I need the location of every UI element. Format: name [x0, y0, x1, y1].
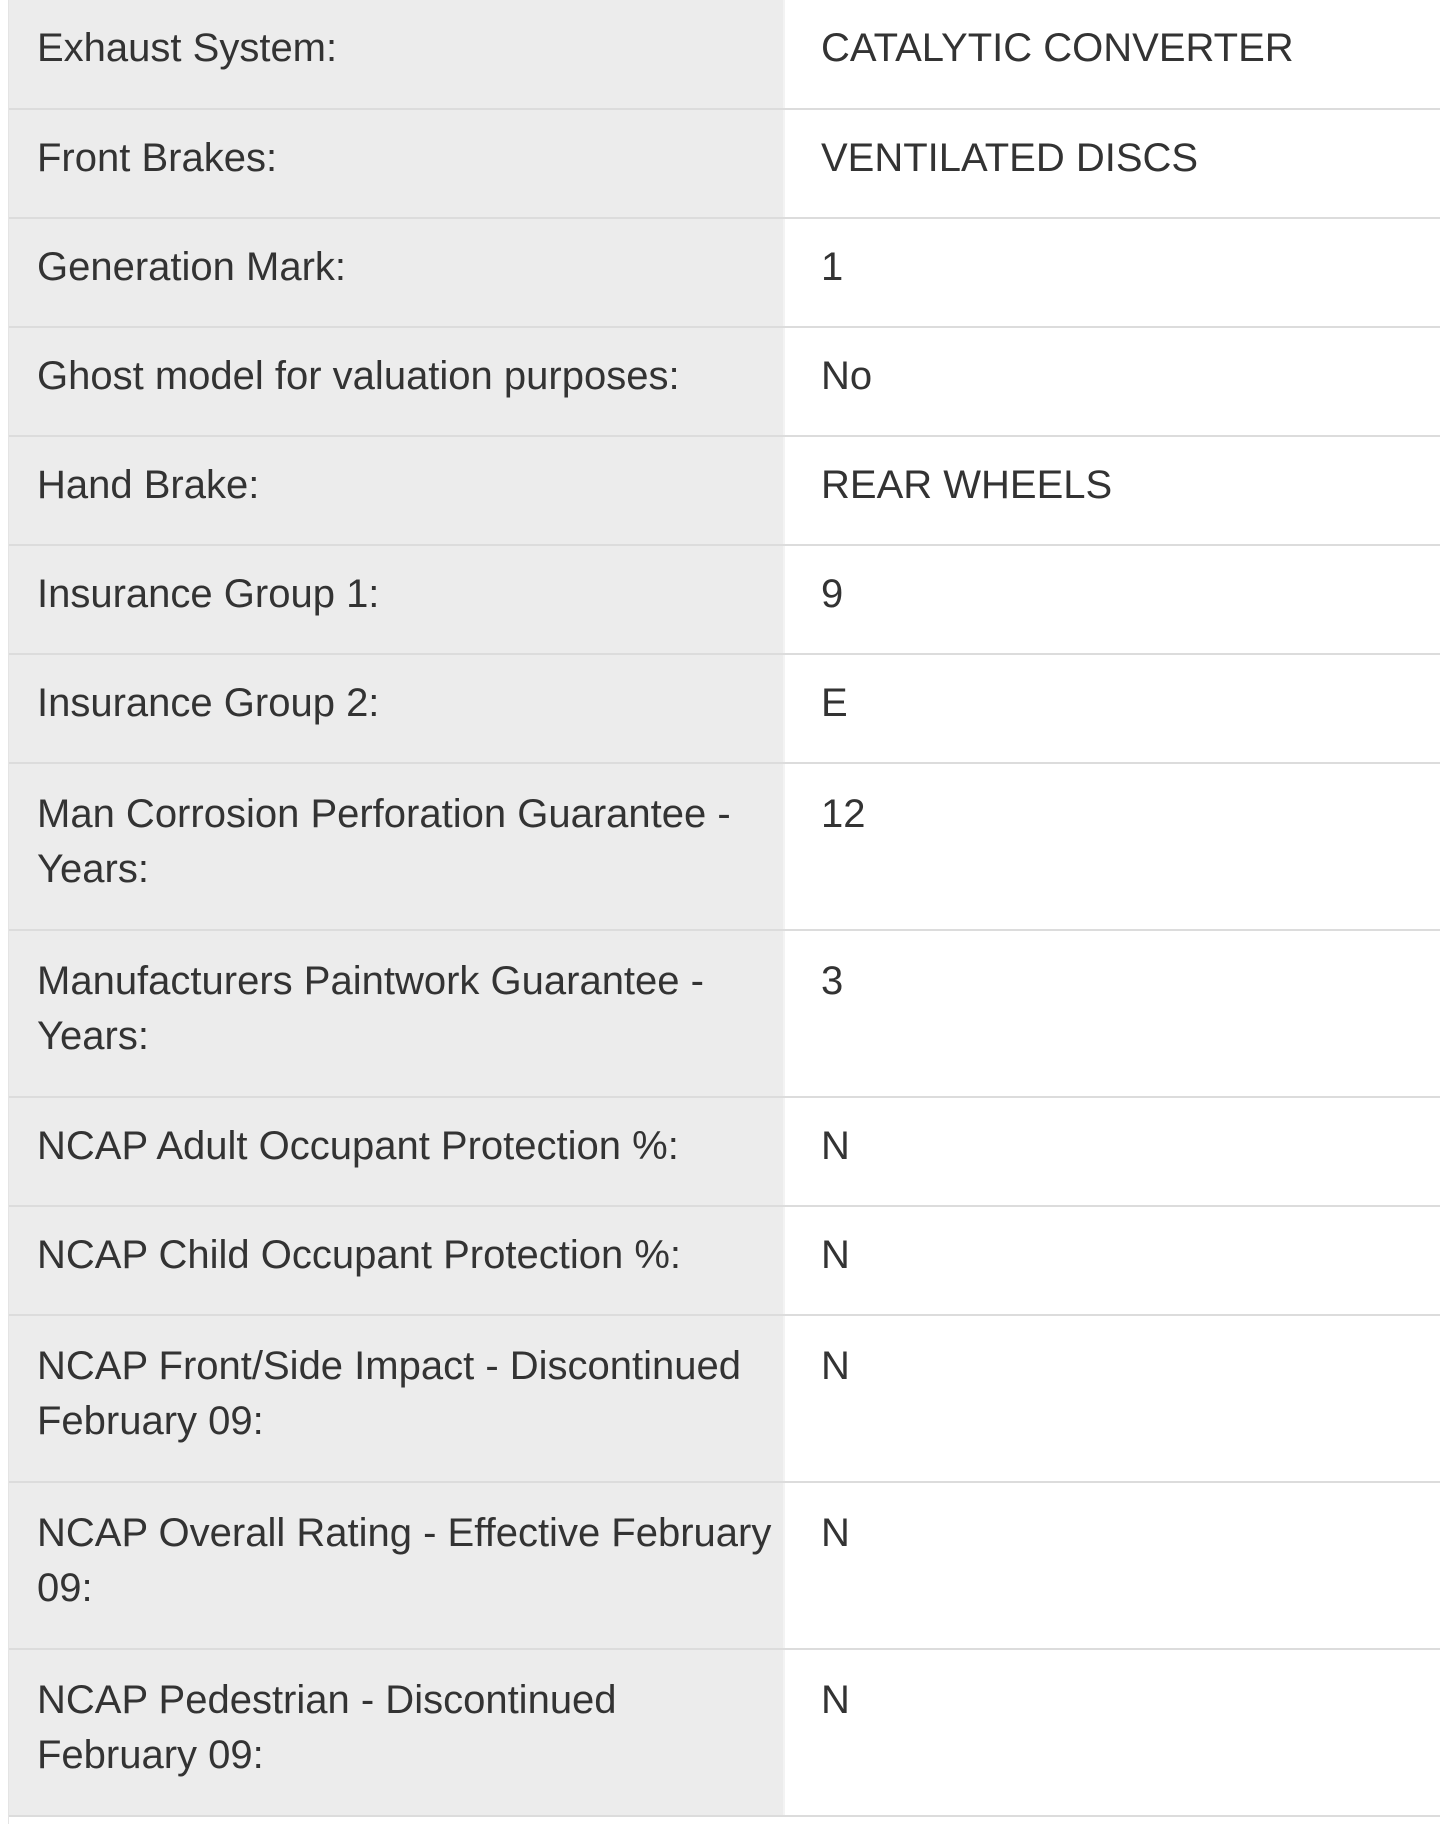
- spec-value: N: [784, 1315, 1440, 1482]
- left-edge-divider: [0, 0, 9, 1824]
- table-row: [9, 1315, 1440, 1482]
- table-row: [9, 1206, 1440, 1315]
- table-row: [9, 327, 1440, 436]
- spec-value: No: [784, 327, 1440, 436]
- vehicle-spec-table: [9, 0, 1440, 1817]
- spec-label: NCAP Adult Occupant Protection %:: [9, 1097, 784, 1206]
- table-row: [9, 436, 1440, 545]
- spec-value: N: [784, 1482, 1440, 1649]
- spec-value: 3: [784, 930, 1440, 1097]
- spec-label: Exhaust System:: [9, 0, 784, 109]
- table-row: [9, 0, 1440, 109]
- table-row: [9, 654, 1440, 763]
- table-row: [9, 1097, 1440, 1206]
- spec-label: NCAP Overall Rating - Effective February 09:: [9, 1482, 784, 1649]
- spec-label: Insurance Group 2:: [9, 654, 784, 763]
- spec-value: 12: [784, 763, 1440, 930]
- spec-label: Man Corrosion Perforation Guarantee - Years:: [9, 763, 784, 930]
- table-row: [9, 218, 1440, 327]
- spec-value: VENTILATED DISCS: [784, 109, 1440, 218]
- spec-value: N: [784, 1649, 1440, 1816]
- table-row: [9, 1649, 1440, 1816]
- spec-label: Manufacturers Paintwork Guarantee - Years:: [9, 930, 784, 1097]
- table-row: [9, 1482, 1440, 1649]
- table-row: [9, 545, 1440, 654]
- table-row: [9, 930, 1440, 1097]
- spec-label: Generation Mark:: [9, 218, 784, 327]
- spec-value: N: [784, 1097, 1440, 1206]
- table-row: [9, 109, 1440, 218]
- spec-value: 9: [784, 545, 1440, 654]
- table-row: [9, 763, 1440, 930]
- spec-value: E: [784, 654, 1440, 763]
- spec-value: N: [784, 1206, 1440, 1315]
- spec-label: NCAP Front/Side Impact - Discontinued February 09:: [9, 1315, 784, 1482]
- spec-label: Ghost model for valuation purposes:: [9, 327, 784, 436]
- spec-label: Front Brakes:: [9, 109, 784, 218]
- spec-value: CATALYTIC CONVERTER: [784, 0, 1440, 109]
- spec-value: REAR WHEELS: [784, 436, 1440, 545]
- spec-label: NCAP Child Occupant Protection %:: [9, 1206, 784, 1315]
- spec-label: Insurance Group 1:: [9, 545, 784, 654]
- spec-label: NCAP Pedestrian - Discontinued February 09:: [9, 1649, 784, 1816]
- spec-label: Hand Brake:: [9, 436, 784, 545]
- spec-value: 1: [784, 218, 1440, 327]
